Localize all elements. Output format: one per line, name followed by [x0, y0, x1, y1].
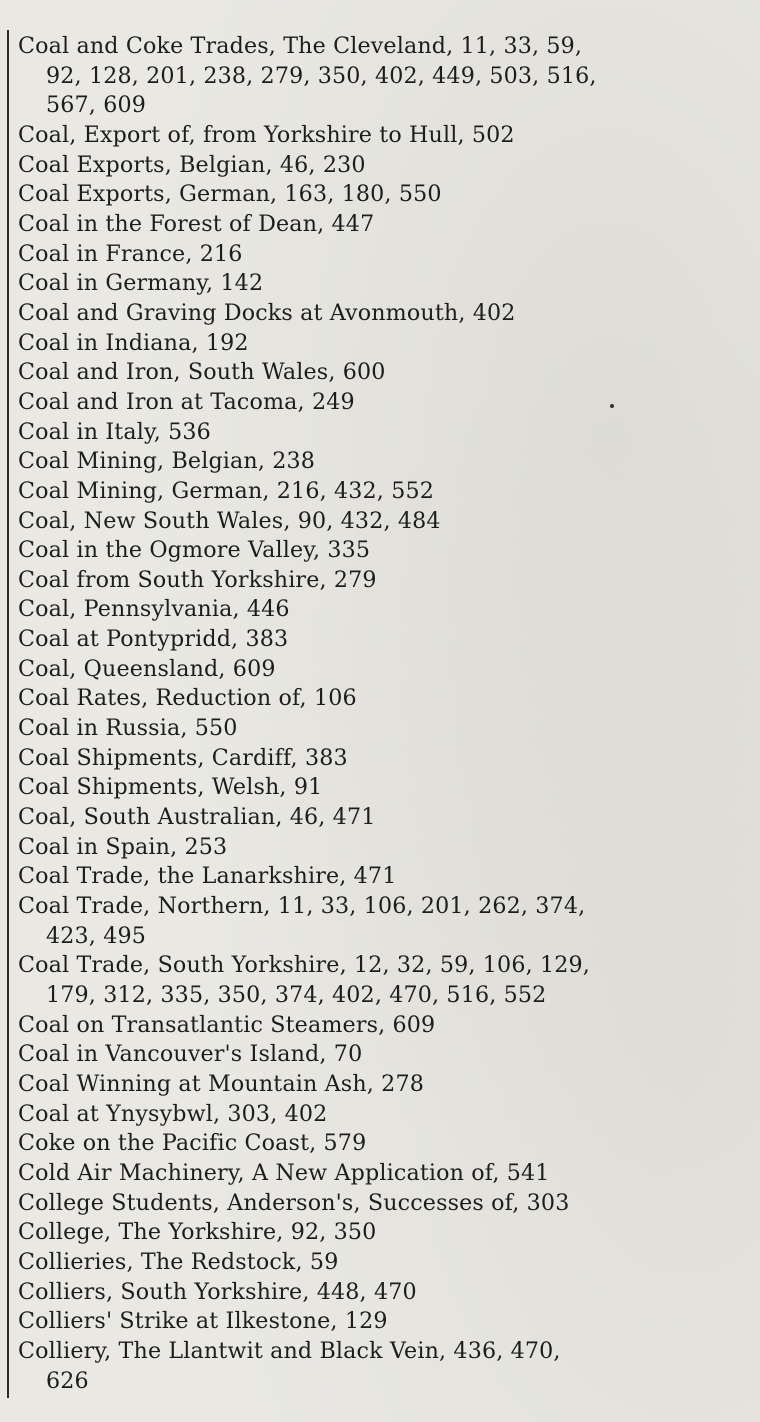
index-entry-text: College Students, Anderson's, Successes of, 303	[18, 1189, 570, 1216]
index-entry	[18, 121, 738, 151]
index-entry-text: Coal Exports, Belgian, 46, 230	[18, 151, 366, 178]
index-entry	[18, 1189, 738, 1219]
index-entry-text: Coal at Ynysybwl, 303, 402	[18, 1100, 328, 1127]
index-entry-text: Coal in France, 216	[18, 240, 243, 267]
index-entry-text: Coal at Pontypridd, 383	[18, 626, 289, 653]
index-entry	[18, 892, 738, 951]
index-entry	[18, 714, 738, 744]
index-entry-text: Coal Mining, Belgian, 238	[18, 448, 316, 475]
index-entry-text: Coal in the Forest of Dean, 447	[18, 210, 375, 237]
index-entry-text: Coal in Germany, 142	[18, 270, 264, 297]
index-entry	[18, 180, 738, 210]
index-entry-text: Coal in Italy, 536	[18, 418, 211, 445]
index-entry	[18, 684, 738, 714]
index-entry-list	[18, 32, 738, 1396]
index-entry-text: Coal and Graving Docks at Avonmouth, 402	[18, 299, 516, 326]
index-entry	[18, 477, 738, 507]
index-entry	[18, 1278, 738, 1308]
index-entry-text: Coal, Queensland, 609	[18, 655, 276, 682]
index-entry	[18, 329, 738, 359]
index-entry-text: Coal, South Australian, 46, 471	[18, 804, 376, 831]
index-entry-text: Colliery, The Llantwit and Black Vein, 436, 470,	[18, 1337, 561, 1364]
index-entry-continuation: 92, 128, 201, 238, 279, 350, 402, 449, 503, 516,	[46, 62, 597, 89]
index-entry	[18, 744, 738, 774]
index-entry-continuation: 567, 609	[46, 92, 147, 119]
index-entry	[18, 358, 738, 388]
index-entry-text: Coal and Iron at Tacoma, 249	[18, 388, 355, 415]
index-entry-text: College, The Yorkshire, 92, 350	[18, 1219, 377, 1246]
index-entry	[18, 388, 738, 418]
index-entry	[18, 418, 738, 448]
index-entry-text: Coal, New South Wales, 90, 432, 484	[18, 507, 441, 534]
index-entry	[18, 1040, 738, 1070]
index-entry-continuation: 179, 312, 335, 350, 374, 402, 470, 516, 552	[46, 982, 547, 1008]
index-entry-text: Coal, Export of, from Yorkshire to Hull, 502	[18, 121, 515, 148]
index-entry	[18, 240, 738, 270]
index-entry	[18, 536, 738, 566]
index-entry	[18, 773, 738, 803]
index-entry-text: Coal Trade, South Yorkshire, 12, 32, 59, 106, 129,	[18, 952, 591, 979]
index-entry-text: Coke on the Pacific Coast, 579	[18, 1130, 367, 1157]
index-entry	[18, 625, 738, 655]
index-entry-continuation: 423, 495	[46, 922, 147, 949]
index-entry-text: Coal in Vancouver's Island, 70	[18, 1041, 363, 1068]
index-entry-text: Coal in the Ogmore Valley, 335	[18, 537, 371, 564]
index-entry-text: Colliers, South Yorkshire, 448, 470	[18, 1278, 417, 1305]
index-entry	[18, 595, 738, 625]
index-entry	[18, 655, 738, 685]
index-entry	[18, 803, 738, 833]
index-entry	[18, 833, 738, 863]
index-entry	[18, 210, 738, 240]
index-entry-text: Coal Trade, Northern, 11, 33, 106, 201, 262, 374,	[18, 893, 586, 920]
index-entry-text: Coal in Indiana, 192	[18, 329, 249, 356]
index-entry-text: Coal and Coke Trades, The Cleveland, 11, 33, 59,	[18, 33, 583, 59]
index-entry	[18, 1100, 738, 1130]
index-entry	[18, 1011, 738, 1041]
index-entry-text: Coal Trade, the Lanarkshire, 471	[18, 863, 397, 890]
index-entry-text: Coal in Russia, 550	[18, 715, 238, 742]
index-entry	[18, 299, 738, 329]
index-entry	[18, 32, 738, 121]
index-entry	[18, 447, 738, 477]
index-entry	[18, 1307, 738, 1337]
index-entry-text: Coal from South Yorkshire, 279	[18, 566, 377, 593]
index-entry-text: Colliers' Strike at Ilkestone, 129	[18, 1308, 388, 1335]
index-entry-text: Coal Shipments, Cardiff, 383	[18, 744, 348, 771]
index-entry-text: Coal Rates, Reduction of, 106	[18, 685, 357, 712]
index-entry-continuation: 626	[46, 1367, 89, 1394]
index-entry	[18, 862, 738, 892]
index-entry-text: Coal on Transatlantic Steamers, 609	[18, 1011, 436, 1038]
index-entry	[18, 507, 738, 537]
index-entry-text: Coal and Iron, South Wales, 600	[18, 359, 386, 386]
index-entry-text: Coal in Spain, 253	[18, 833, 228, 860]
index-entry-text: Coal Exports, German, 163, 180, 550	[18, 181, 442, 208]
index-entry	[18, 1218, 738, 1248]
index-entry-text: Coal Mining, German, 216, 432, 552	[18, 477, 434, 504]
index-entry	[18, 151, 738, 181]
index-entry	[18, 1337, 738, 1396]
index-entry	[18, 1129, 738, 1159]
index-entry	[18, 951, 738, 1010]
index-entry	[18, 1070, 738, 1100]
margin-rule	[7, 30, 9, 1398]
index-entry	[18, 269, 738, 299]
index-entry	[18, 1248, 738, 1278]
index-entry	[18, 1159, 738, 1189]
index-entry-text: Collieries, The Redstock, 59	[18, 1248, 339, 1275]
index-entry-text: Coal Winning at Mountain Ash, 278	[18, 1070, 424, 1097]
index-entry-text: Coal, Pennsylvania, 446	[18, 596, 290, 623]
index-entry	[18, 566, 738, 596]
index-entry-text: Cold Air Machinery, A New Application of, 541	[18, 1159, 550, 1186]
index-entry-text: Coal Shipments, Welsh, 91	[18, 774, 323, 801]
